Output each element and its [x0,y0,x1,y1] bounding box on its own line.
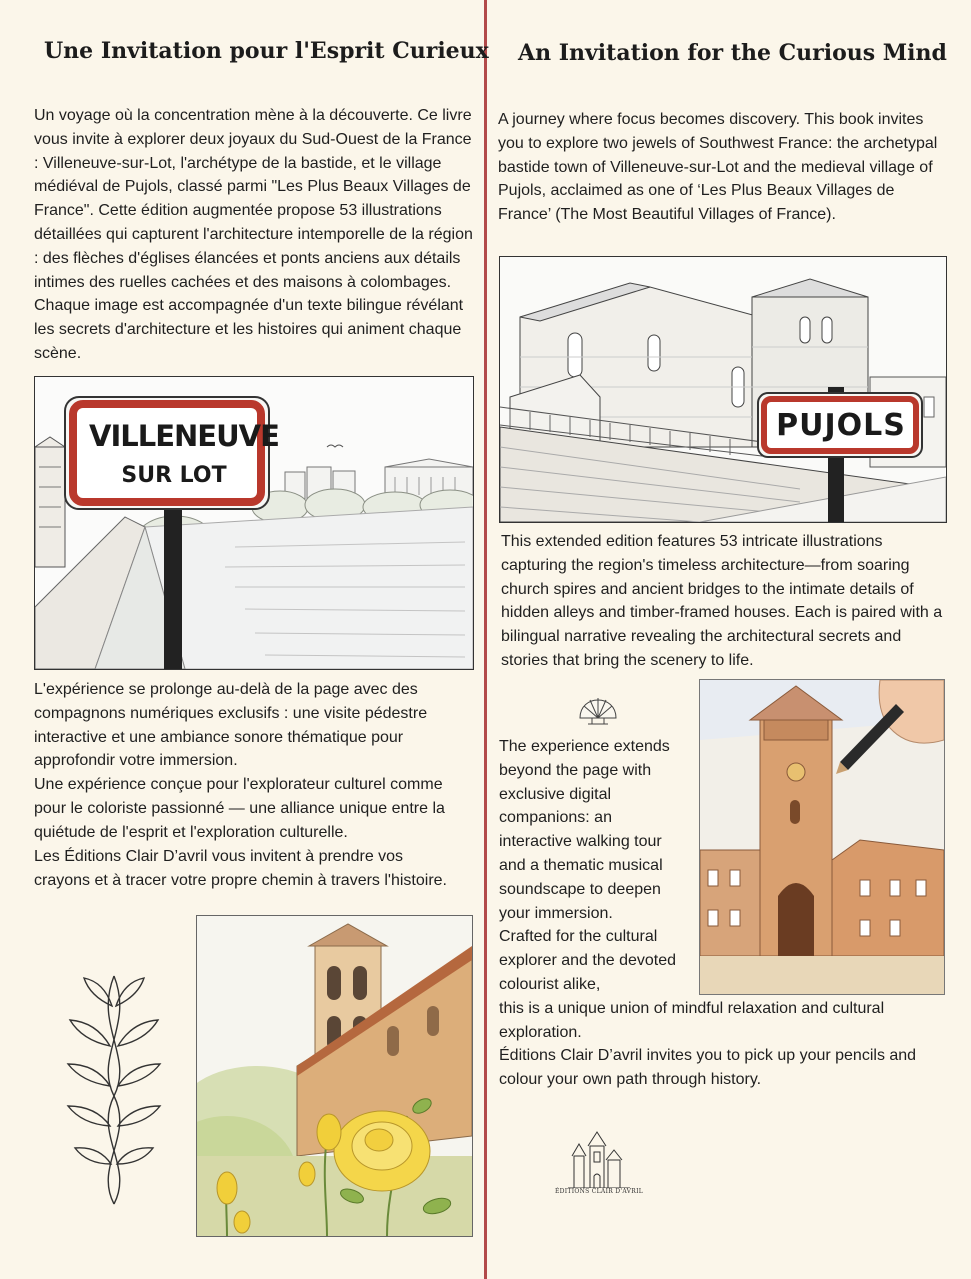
right-experience-paragraph: The experience extends beyond the page with exclusive digital companions: an interactive walking tour and a thematic musical soundscape to deepen your immersion. [499,738,670,922]
left-intro-paragraph: Un voyage où la concentration mène à la découverte. Ce livre vous invite à explorer deux joyaux du Sud-Ouest de la France : Villeneuve-sur-Lot, l'archétype de la bastide, et le village médiéval de Pujols, classé parmi "Les Plus Beaux Villages de France". Cette édition augmentée propose 53 illustrations détaillées qui capturent l'architecture intemporelle de la région : des flèches d'églises élancées et ponts anciens aux détails intimes des ruelles cachées et des maisons à colombages. Chaque image est accompagnée d'un texte bilingue révélant les secrets d'architecture et les histoires qui animent chaque scène. [34,107,473,362]
publisher-logo-icon [560,1130,638,1188]
publisher-logo [554,1130,644,1200]
church-rose-illustration [196,915,473,1237]
botanical-ornament-icon [64,966,164,1206]
pujols-sign-illustration [499,256,947,523]
right-title: An Invitation for the Curious Mind [518,40,947,66]
right-closing-paragraph: Éditions Clair D’avril invites you to pick up your pencils and colour your own path through history. [499,1047,917,1088]
scallop-shell-icon [574,684,622,728]
pujols-sign-label: PUJOLS [776,408,906,443]
left-outro-paragraph-2: Une expérience conçue pour l'explorateur culturel comme pour le coloriste passionné — une alliance unique entre la quiétude de l'esprit et l'exploration culturelle. [34,776,445,841]
clock-tower-drawing-illustration [699,679,945,995]
right-union-paragraph: this is a unique union of mindful relaxation and cultural exploration. [499,1000,885,1041]
publisher-logo-text: ÉDITIONS CLAIR D'AVRIL [554,1188,644,1195]
right-edition-paragraph: This extended edition features 53 intricate illustrations capturing the region's timeless architecture—from soaring church spires and ancient bridges to the intimate details of hidden alleys and timber-framed houses. Each is paired with a bilingual narrative revealing the architectural secrets and stories that bring the scenery to life. [501,533,943,669]
villeneuve-sign-line1: VILLENEUVE [89,419,279,453]
church-rose-drawing [197,916,472,1236]
pujols-church-drawing [500,257,946,522]
villeneuve-sign-illustration [34,376,474,670]
center-divider [484,0,487,1279]
right-intro-paragraph: A journey where focus becomes discovery. This book invites you to explore two jewels of Southwest France: the archetypal bastide town of Villeneuve-sur-Lot and the medieval village of Pujols, acclaimed as one of ‘Les Plus Beaux Villages de France’ (The Most Beautiful Villages of France). [498,111,938,224]
left-title: Une Invitation pour l'Esprit Curieux [44,38,489,64]
villeneuve-sign-line2: SUR LOT [121,463,227,488]
clock-tower-drawing [700,680,944,994]
left-outro-paragraph-3: Les Éditions Clair D’avril vous invitent à prendre vos crayons et à tracer votre propre chemin à travers l'histoire. [34,848,447,889]
left-outro-paragraph-1: L'expérience se prolonge au-delà de la page avec des compagnons numériques exclusifs : une visite pédestre interactive et une ambiance sonore thématique pour approfondir votre immersion. [34,681,428,770]
right-crafted-paragraph: Crafted for the cultural explorer and the devoted colourist alike, [499,928,677,993]
